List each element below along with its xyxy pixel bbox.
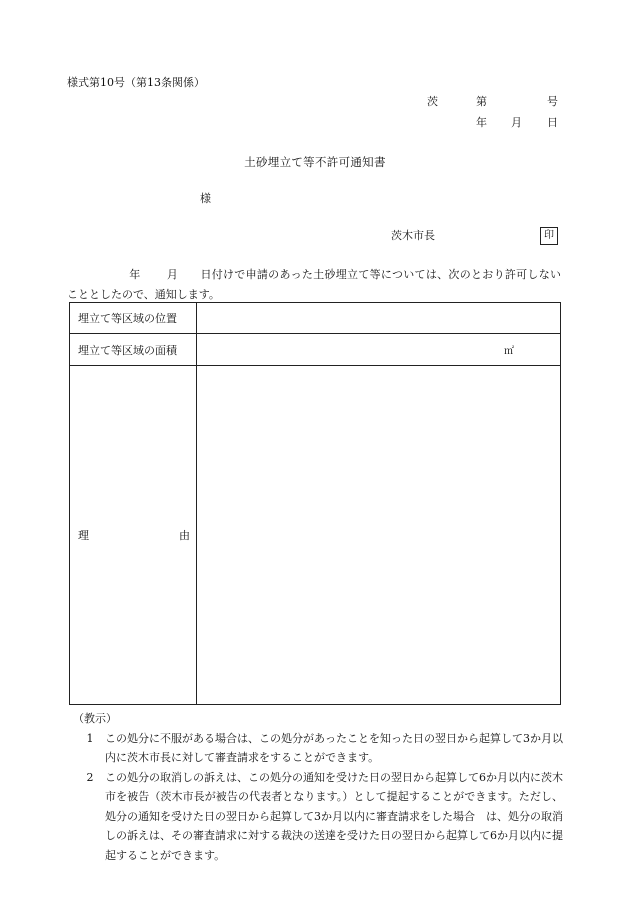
- instruction-text: この処分の取消しの訴えは、この処分の通知を受けた日の翌日から起算して6か月以内に茨木市を被告（茨木市長が被告の代表者となります。）として提起することができます。ただし、処分の通知を受けた日の翌日から起算して3か月以内に審査請求をした場合 は、処分の取消しの訴えは、その審査請求に対する裁決の送達を受けた日の翌日から起算して6か月以内に提起することができます。: [105, 770, 563, 862]
- area-value: [197, 334, 561, 366]
- reason-value: [197, 366, 561, 705]
- instruction-number: 2: [86, 770, 94, 784]
- area-row: [70, 334, 561, 366]
- body-month: 月: [166, 268, 179, 281]
- area-label: 埋立て等区域の面積: [70, 334, 197, 366]
- instructions: [73, 709, 563, 865]
- doc-number-prefix: 茨: [427, 95, 438, 108]
- seal-mark: 印: [540, 227, 558, 245]
- instruction-item: [73, 729, 563, 768]
- issuer-name: 茨木市長: [391, 229, 435, 242]
- reason-label-char-2: 由: [179, 529, 190, 542]
- instructions-heading: （教示）: [73, 712, 117, 725]
- reason-label-char-1: 理: [78, 529, 89, 542]
- body-year: 年: [129, 268, 141, 281]
- instruction-item: [73, 768, 563, 866]
- location-value: [197, 303, 561, 334]
- notice-body: [67, 265, 561, 305]
- body-text: 日付けで申請のあった土砂埋立て等については、次のとおり許可しないこととしたので、通知します。: [67, 268, 562, 301]
- reason-label: [70, 366, 197, 705]
- doc-number-suffix: 号: [547, 95, 558, 108]
- details-table: [69, 302, 561, 705]
- reason-row: [70, 366, 561, 705]
- instruction-number: 1: [86, 731, 94, 745]
- document-title: 土砂埋立て等不許可通知書: [244, 155, 386, 169]
- addressee-suffix: 様: [200, 192, 211, 205]
- location-row: [70, 303, 561, 334]
- doc-number-middle: 第: [476, 95, 487, 108]
- form-number: 様式第10号（第13条関係）: [67, 76, 205, 89]
- date-day: 日: [547, 116, 558, 129]
- date-month: 月: [511, 116, 522, 129]
- instruction-text: この処分に不服がある場合は、この処分があったことを知った日の翌日から起算して3か月以内に茨木市長に対して審査請求をすることができます。: [105, 731, 563, 764]
- location-label: 埋立て等区域の位置: [70, 303, 197, 334]
- area-unit: ㎡: [504, 346, 514, 357]
- date-year: 年: [476, 116, 487, 129]
